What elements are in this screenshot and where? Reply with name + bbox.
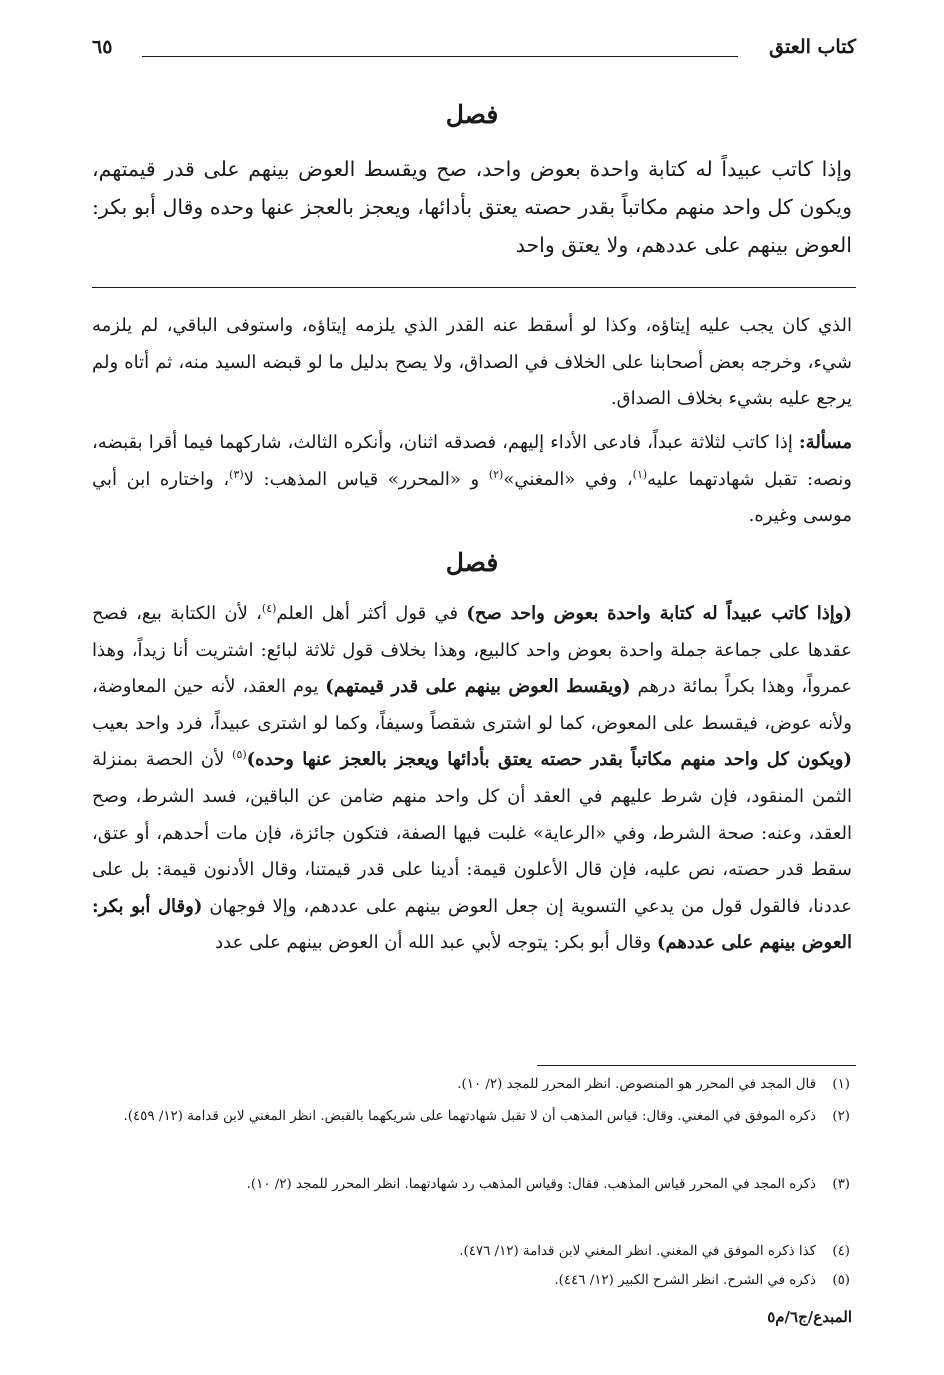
masala-text: إذا كاتب لثلاثة عبداً، فادعى الأداء إليهم، فصدقه اثنان، وأنكره الثالث، شاركهما فيما أقرا بقبضه، ونصه: تقبل شهادتهما عليه xyxy=(92,432,852,490)
footnote-number: (٤) xyxy=(832,1244,850,1259)
masala-text: و «المحرر» قياس المذهب: لا xyxy=(243,468,489,490)
footnote-text: ذكره في الشرح. انظر الشرح الكبير (١٢/ ٤٤٦). xyxy=(554,1273,816,1288)
quoted-matn: (وقال أبو بكر: العوض بينهم على عددهم) xyxy=(92,895,852,954)
footnote xyxy=(92,1239,850,1265)
footnote xyxy=(92,1072,850,1098)
masala-label: مسألة: xyxy=(799,432,852,453)
footnote xyxy=(92,1268,850,1294)
quoted-matn: (ويقسط العوض بينهم على قدر قيمتهم) xyxy=(325,676,631,698)
footnote xyxy=(92,1172,850,1198)
sharh-text: لأن الحصة بمنزلة الثمن المنقود، فإن شرط عليهم في العقد أن كل واحد منهم ضامن عن الباقين، فسد الشرط، وصح العقد، وعنه: صحة الشرط، وفي «الرعاية» غلبت فيها الصفة، فتكون جائزة، فإن مات أحدهم، أو عتق، سقط قدر حصته، نص عليه، فإن قال الأعلون قيمة: أدينا على قدر قيمتنا، وقال الأدنون قيمة: بل على عددنا، فالقول قول من يدعي التسوية إن جعل العوض بينهم على عددهم، وإلا فوجهان xyxy=(92,749,852,917)
sharh-paragraph xyxy=(92,596,852,962)
masala-paragraph xyxy=(92,425,852,535)
quoted-matn: (وإذا كاتب عبيداً له كتابة واحدة بعوض واحد صح) xyxy=(466,603,852,624)
footnote-separator xyxy=(537,1065,856,1066)
running-header xyxy=(92,28,856,68)
footnote-ref: (٤) xyxy=(261,602,277,615)
continuation-paragraph: الذي كان يجب عليه إيتاؤه، وكذا لو أسقط عنه القدر الذي يلزمه إيتاؤه، واستوفى الباقي، لم يلزمه شيء، وخرجه بعض أصحابنا على الخلاف في الصداق، ولا يصح بدليل ما لو قبضه السيد منه، ثم أتاه ولم يرجع عليه بشيء بخلاف الصداق. xyxy=(92,315,852,410)
matn-separator xyxy=(92,287,856,288)
sharh-text: في قول أكثر أهل العلم xyxy=(276,603,467,624)
header-rule xyxy=(142,56,738,57)
footnote-text: ذكره الموفق في المغني. وقال: قياس المذهب أن لا تقبل شهادتهما على شريكهما بالقبض. انظر المغني لابن قدامة (١٢/ ٤٥٩). xyxy=(123,1109,816,1124)
section-heading: فصل xyxy=(445,548,499,577)
masala-text: ، واختاره ابن أبي موسى وغيره. xyxy=(92,468,852,527)
masala-text: ، وفي «المغني» xyxy=(503,468,633,490)
footnote-ref: (١) xyxy=(632,467,648,481)
book-chapter-title: كتاب العتق xyxy=(769,36,856,58)
footnote xyxy=(92,1104,850,1130)
footnote-number: (٥) xyxy=(832,1273,850,1288)
footnote-ref: (٥) xyxy=(232,748,247,762)
footnote-text: قال المجد في المحرر هو المنصوص. انظر المحرر للمجد (٢/ ١٠). xyxy=(457,1077,816,1092)
sharh-text: يوم العقد، لأنه حين المعاوضة، ولأنه عوض، فيقسط على المعوض، كما لو اشترى شقصاً وسيفاً، وكما لو اشترى عبيداً، فرد واحد بعيب xyxy=(92,676,852,734)
sharh-text: وقال أبو بكر: يتوجه لأبي عبد الله أن العوض بينهم على عدد xyxy=(215,932,657,954)
footnote-number: (٢) xyxy=(832,1109,850,1124)
footnote-text: ذكره المجد في المحرر قياس المذهب. فقال: وقياس المذهب رد شهادتهما. انظر المحرر للمجد (٢/ ١٠). xyxy=(246,1177,816,1192)
footnote-number: (٣) xyxy=(832,1177,850,1192)
footnote-number: (١) xyxy=(832,1077,850,1092)
printer-signature: المبدع/ج٦/م٥ xyxy=(767,1308,852,1326)
section-heading: فصل xyxy=(445,100,499,129)
matn-text: وإذا كاتب عبيداً له كتابة واحدة بعوض واحد، صح ويقسط العوض بينهم على قدر قيمتهم، ويكون كل واحد منهم مكاتباً بقدر حصته يعتق بأدائها، ويعجز بالعجز عنها وحده وقال أبو بكر: العوض بينهم على عددهم، ولا يعتق واحد xyxy=(92,157,852,257)
footnote-ref: (٢) xyxy=(488,467,504,481)
page-number: ٦٥ xyxy=(92,36,113,58)
footnote-ref: (٣) xyxy=(229,467,244,481)
quoted-matn: (ويكون كل واحد منهم مكاتباً بقدر حصته يعتق بأدائها ويعجز بالعجز عنها وحده) xyxy=(246,749,852,771)
sharh-text: ، لأن الكتابة بيع، فصح عقدها على جماعة جملة واحدة بعوض واحد كالبيع، وهذا بخلاف قول ثلاثة لبائع: اشتريت أنا زيداً، وهذا عمرواً، وهذا بكراً بمائة درهم xyxy=(92,603,853,698)
footnote-text: كذا ذكره الموفق في المغني. انظر المغني لابن قدامة (١٢/ ٤٧٦). xyxy=(459,1244,816,1259)
